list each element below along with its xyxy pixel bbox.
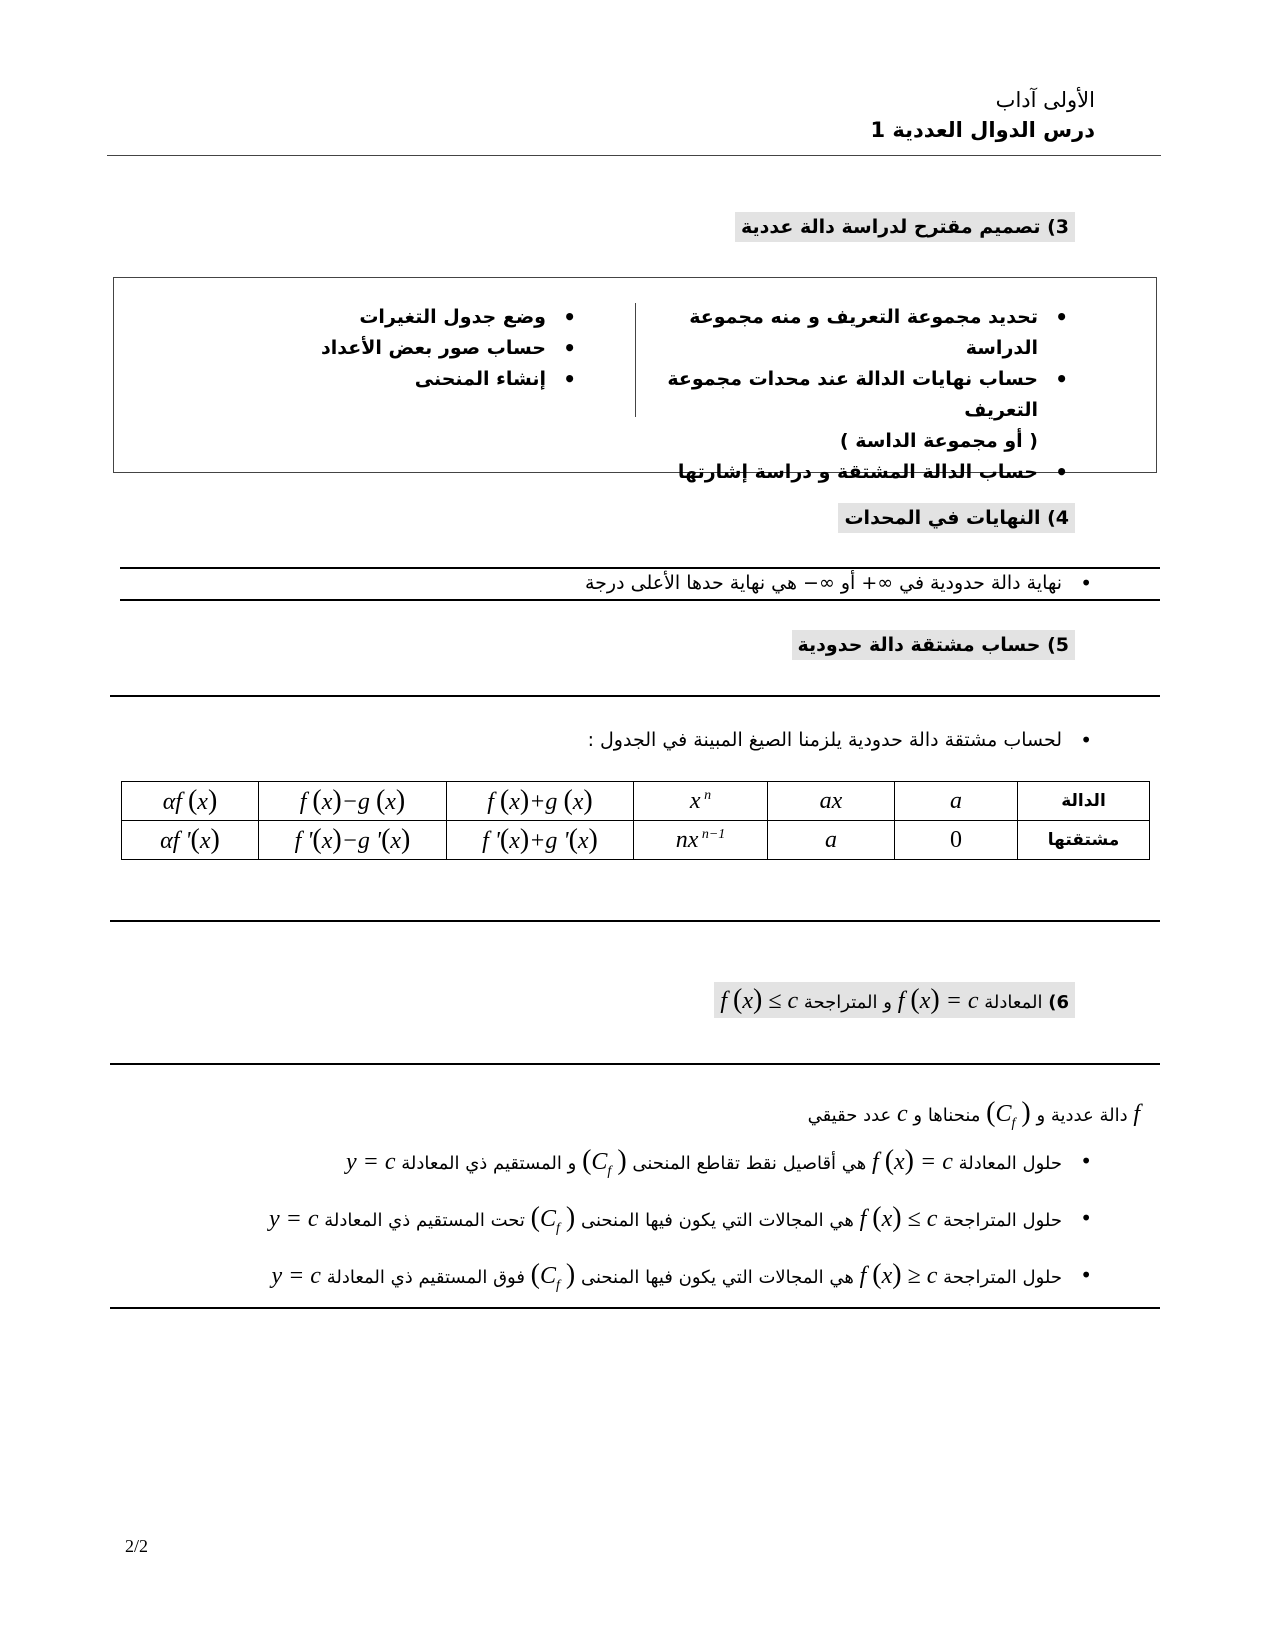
section6-intro: f دالة عددية و ($C_f$ ) منحناها و c عدد حقيقي	[807, 1097, 1140, 1131]
table-cell-constant-derivative: 0	[895, 821, 1018, 860]
box-right-list	[656, 302, 1076, 488]
table-cell-scalar: αf (x)	[122, 782, 259, 821]
table-cell-sum-derivative: f '(x)+g '(x)	[447, 821, 634, 860]
section4-bottom-rule	[120, 599, 1160, 601]
table-cell-linear: ax	[768, 782, 895, 821]
table-cell-power: x $^n$	[634, 782, 768, 821]
table-cell-constant: a	[895, 782, 1018, 821]
section4-list	[500, 568, 1100, 599]
lesson-title: درس الدوال العددية 1	[870, 118, 1095, 142]
box-column-divider	[635, 303, 636, 417]
table-cell-sum: f (x)+g (x)	[447, 782, 634, 821]
list-item: • حساب الدالة المشتقة و دراسة إشارتها	[677, 460, 1068, 484]
section3-heading: 3) تصميم مقترح لدراسة دالة عددية	[735, 212, 1075, 242]
header-divider	[107, 155, 1161, 156]
page-number: 2/2	[125, 1536, 149, 1556]
section6-list	[100, 1138, 1100, 1308]
list-item: • حلول المتراجحة f (x) ≤ c هي المجالات التي يكون فيها المنحنى ($C_f$ ) تحت المستقيم ذي المعادلة y = c	[269, 1201, 1092, 1236]
section4-heading: 4) النهايات في المحدات	[838, 503, 1075, 533]
section6-heading: 6) المعادلة f (x) = c و المتراجحة f (x) ≤ c	[714, 982, 1075, 1018]
derivative-table	[121, 781, 1150, 860]
table-cell-scalar-derivative: αf '(x)	[122, 821, 259, 860]
list-item: • حساب نهايات الدالة عند محدات مجموعة التعريف	[667, 367, 1068, 421]
level-label: الأولى آداب	[995, 88, 1095, 112]
list-item-continuation: ( أو مجموعة الداسة )	[839, 430, 1038, 452]
table-cell-difference-derivative: f '(x)−g '(x)	[259, 821, 447, 860]
table-cell-linear-derivative: a	[768, 821, 895, 860]
list-item: • وضع جدول التغيرات	[359, 305, 576, 329]
section5-rule	[110, 695, 1160, 697]
section5-heading: 5) حساب مشتقة دالة حدودية	[792, 630, 1076, 660]
section5-bottom-rule	[110, 920, 1160, 922]
table-cell-difference: f (x)−g (x)	[259, 782, 447, 821]
section5-list	[500, 725, 1100, 756]
list-item: • حلول المعادلة f (x) = c هي أقاصيل نقط تقاطع المنحنى ($C_f$ ) و المستقيم ذي المعادلة y = c	[346, 1145, 1092, 1179]
table-cell-power-derivative: nx $^{n-1}$	[634, 821, 768, 860]
table-row-label: الدالة	[1018, 782, 1150, 821]
list-item: • لحساب مشتقة دالة حدودية يلزمنا الصيغ المبينة في الجدول :	[587, 728, 1092, 752]
table-row	[122, 821, 1150, 860]
list-item: • تحديد مجموعة التعريف و منه مجموعة الدراسة	[689, 305, 1068, 359]
list-item: • نهاية دالة حدودية في ∞+ أو ∞− هي نهاية حدها الأعلى درجة	[585, 571, 1092, 595]
table-row	[122, 782, 1150, 821]
box-left-list	[264, 302, 584, 395]
list-item: • إنشاء المنحنى	[414, 367, 576, 391]
list-item: • حساب صور بعض الأعداد	[321, 336, 576, 360]
design-box	[113, 277, 1157, 484]
section6-rule	[110, 1063, 1160, 1065]
section6-bottom-rule	[110, 1307, 1160, 1309]
table-row-label: مشتقتها	[1018, 821, 1150, 860]
list-item: • حلول المتراجحة f (x) ≥ c هي المجالات التي يكون فيها المنحنى ($C_f$ ) فوق المستقيم ذي المعادلة y = c	[271, 1258, 1092, 1293]
